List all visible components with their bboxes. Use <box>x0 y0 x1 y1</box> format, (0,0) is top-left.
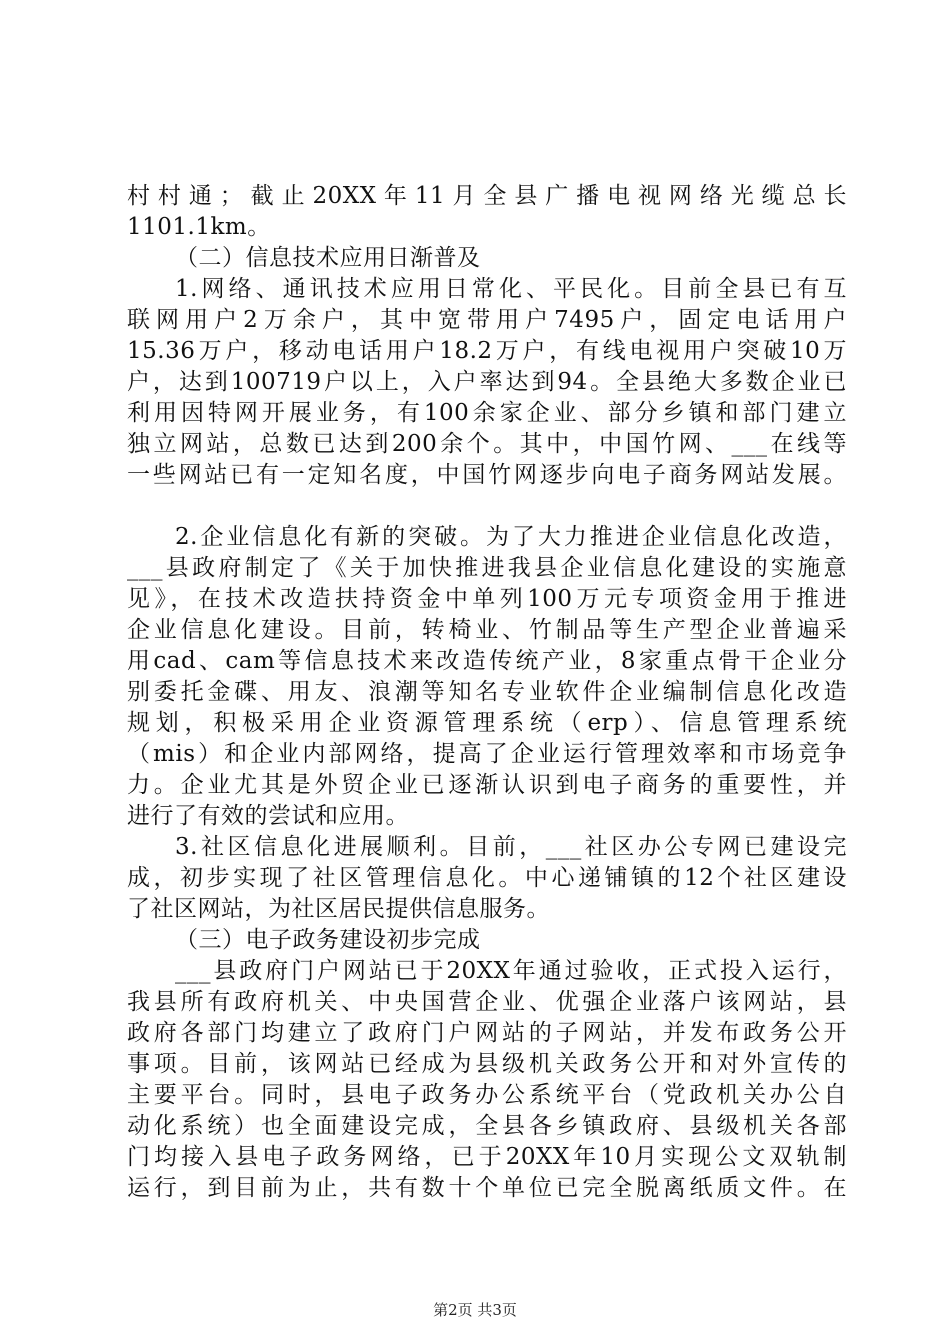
paragraph-line: 15.36万户，移动电话用户18.2万户，有线电视用户突破10万 <box>127 338 847 364</box>
section-heading: （三）电子政务建设初步完成 <box>175 927 481 953</box>
paragraph-line: 进行了有效的尝试和应用。 <box>127 803 409 829</box>
paragraph-line: ___县政府门户网站已于20XX年通过验收，正式投入运行， <box>175 958 847 984</box>
paragraph-line: 了社区网站，为社区居民提供信息服务。 <box>127 896 550 922</box>
paragraph-line: 户，达到100719户以上，入户率达到94。全县绝大多数企业已 <box>127 369 847 395</box>
paragraph-line: 运行，到目前为止，共有数十个单位已完全脱离纸质文件。在 <box>127 1175 847 1201</box>
paragraph-line: ___县政府制定了《关于加快推进我县企业信息化建设的实施意 <box>127 555 847 581</box>
paragraph-line: 企业信息化建设。目前，转椅业、竹制品等生产型企业普遍采 <box>127 617 847 643</box>
section-heading: （二）信息技术应用日渐普及 <box>175 245 481 271</box>
paragraph-line: 规划，积极采用企业资源管理系统（erp）、信息管理系统 <box>127 710 847 736</box>
document-body <box>127 181 847 1204</box>
paragraph-line: 主要平台。同时，县电子政务办公系统平台（党政机关办公自 <box>127 1082 847 1108</box>
paragraph-line: 利用因特网开展业务，有100余家企业、部分乡镇和部门建立 <box>127 400 847 426</box>
paragraph-line: 我县所有政府机关、中央国营企业、优强企业落户该网站，县 <box>127 989 847 1015</box>
paragraph-gap <box>127 491 847 522</box>
page-footer: 第2页 共3页 <box>433 1301 517 1319</box>
paragraph-line: 3.社区信息化进展顺利。目前，___社区办公专网已建设完 <box>175 834 847 860</box>
paragraph-line: 政府各部门均建立了政府门户网站的子网站，并发布政务公开 <box>127 1020 847 1046</box>
paragraph-line: 1.网络、通讯技术应用日常化、平民化。目前全县已有互 <box>175 276 847 302</box>
paragraph-line: 2.企业信息化有新的突破。为了大力推进企业信息化改造， <box>175 524 847 550</box>
paragraph-line: 1101.1km。 <box>127 214 271 240</box>
paragraph-line: 别委托金碟、用友、浪潮等知名专业软件企业编制信息化改造 <box>127 679 847 705</box>
paragraph-line: 成，初步实现了社区管理信息化。中心递铺镇的12个社区建设 <box>127 865 847 891</box>
paragraph-line: 门均接入县电子政务网络，已于20XX年10月实现公文双轨制 <box>127 1144 847 1170</box>
paragraph-line: 一些网站已有一定知名度，中国竹网逐步向电子商务网站发展。 <box>127 462 847 488</box>
paragraph-line: 见》，在技术改造扶持资金中单列100万元专项资金用于推进 <box>127 586 847 612</box>
paragraph-line: （mis）和企业内部网络，提高了企业运行管理效率和市场竞争 <box>127 741 847 767</box>
paragraph-line: 动化系统）也全面建设完成，全县各乡镇政府、县级机关各部 <box>127 1113 847 1139</box>
paragraph-line: 力。企业尤其是外贸企业已逐渐认识到电子商务的重要性，并 <box>127 772 847 798</box>
paragraph-line: 事项。目前，该网站已经成为县级机关政务公开和对外宣传的 <box>127 1051 847 1077</box>
paragraph-line: 联网用户2万余户，其中宽带用户7495户，固定电话用户 <box>127 307 847 333</box>
paragraph-line: 用cad、cam等信息技术来改造传统产业，8家重点骨干企业分 <box>127 648 847 674</box>
paragraph-line: 独立网站，总数已达到200余个。其中，中国竹网、___在线等 <box>127 431 847 457</box>
paragraph-line: 村村通；截止20XX年11月全县广播电视网络光缆总长 <box>127 183 847 209</box>
